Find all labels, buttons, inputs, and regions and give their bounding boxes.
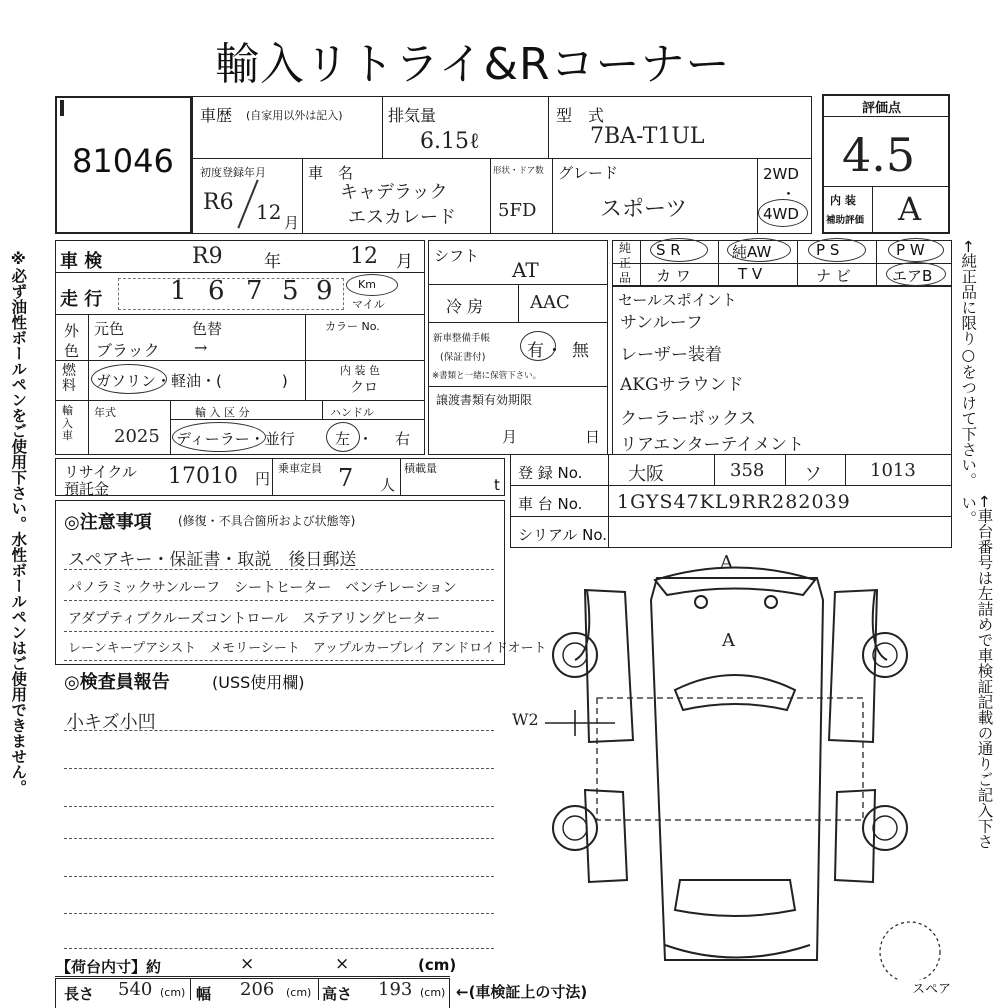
km-label: Km: [358, 278, 376, 291]
car-name-label: 車 名: [308, 164, 354, 182]
ext-color-label-1: 外: [64, 322, 80, 340]
shaken-month-unit: 月: [396, 252, 413, 272]
doc-sep: ・: [546, 341, 563, 361]
inspector-title: ◎検査員報告: [64, 672, 170, 693]
notes-line-3: アダプティブクルーズコントロール ステアリングヒーター: [68, 611, 441, 627]
first-reg-label: 初度登録年月: [200, 166, 266, 179]
mile-label: マイル: [352, 298, 385, 311]
diagram-mark-w2: W2: [512, 710, 539, 729]
sales-point-2: レーザー装着: [620, 345, 722, 365]
car-name-line1: キャデラック: [340, 182, 448, 203]
2wd-label: 2WD: [763, 165, 799, 183]
history-note: (自家用以外は記入): [246, 109, 343, 122]
fuel-gasoline-circle: [91, 364, 167, 394]
wheel-rear-left-inner: [563, 643, 587, 667]
left-lower-panel: [585, 790, 627, 882]
equip-sr: S R: [656, 241, 681, 259]
interior-dashed-area: [597, 698, 863, 820]
shaken-year-unit: 年: [264, 252, 281, 272]
wd-dot: ・: [781, 185, 797, 203]
transfer-day: 日: [585, 428, 601, 446]
equip-aw: 純AW: [732, 243, 772, 261]
reg-kana: ソ: [804, 464, 822, 485]
ext-color-arrow: →: [194, 338, 208, 357]
mileage-label: 走 行: [60, 289, 103, 310]
inspector-subtitle: (USS使用欄): [212, 673, 305, 692]
notes-line-2: パノラミックサンルーフ シートヒーター ベンチレーション: [68, 580, 457, 596]
right-side-panel: [829, 590, 877, 742]
length-label: 長さ: [64, 985, 95, 1003]
shift-label: シフト: [434, 247, 480, 265]
sales-point-label: セールスポイント: [618, 291, 737, 309]
width-value: 206: [240, 979, 275, 1000]
width-cm: (cm): [286, 986, 312, 999]
car-front-window: [675, 880, 795, 916]
reg-number: 1013: [870, 460, 916, 481]
mileage-digit-4: 5: [282, 276, 299, 306]
genshoku-label: 元色: [94, 320, 125, 338]
reg-class: 358: [730, 460, 765, 481]
displacement-label: 排気量: [388, 106, 437, 125]
yen-label: 円: [255, 470, 271, 488]
height-cm: (cm): [420, 986, 446, 999]
equip-ps-circle: [808, 238, 866, 262]
ac-value: AAC: [530, 292, 570, 313]
wheel-rear-right-inner: [873, 643, 897, 667]
left-side-panel: [585, 590, 633, 742]
score-value: 4.5: [842, 128, 916, 182]
first-reg-year: R6: [203, 190, 234, 215]
mileage-digit-5: 9: [316, 276, 333, 306]
interior-sub-label: 補助評価: [826, 215, 865, 226]
model-year-value: 2025: [114, 426, 160, 447]
height-label: 高さ: [322, 985, 353, 1003]
history-label: 車歴: [200, 106, 233, 125]
lot-corner-mark: [60, 100, 64, 116]
notes-line-4: レーンキープアシスト メモリーシート アップルカープレイ アンドロイドオート: [68, 641, 547, 656]
dealer-circle: [172, 422, 266, 452]
wheel-front-left-inner: [563, 816, 587, 840]
left-side-note: ※必ず油性ボールペンをご使用下さい。水性ボールペンはご使用できません。: [9, 250, 28, 795]
model-label: 型 式: [556, 106, 605, 125]
interior-label: 内 装: [830, 194, 856, 207]
tail-light-left: [695, 596, 707, 608]
equip-tv: T V: [738, 265, 763, 283]
right-side-note-equipment: ←純正品に限り○をつけて下さい。: [959, 240, 978, 488]
handle-right: 右: [395, 430, 411, 448]
grade-label: グレード: [558, 164, 619, 182]
right-lower-panel: [835, 790, 875, 882]
interior-score: A: [898, 190, 922, 228]
new-car-doc-label: 新車整備手帳: [433, 333, 491, 344]
notes-line-1: スペアキー・保証書・取説 後日郵送: [68, 550, 357, 570]
interior-color-label: 内 装 色: [340, 364, 380, 377]
car-rear-bumper: [655, 568, 815, 596]
length-value: 540: [118, 979, 153, 1000]
km-circle: [346, 274, 398, 296]
wheel-front-left: [553, 806, 597, 850]
first-reg-month: 12: [256, 200, 282, 224]
cargo-x-2: ×: [335, 954, 350, 974]
chassis-number: 1GYS47KL9RR282039: [617, 491, 851, 513]
interior-color-value: クロ: [350, 380, 378, 396]
doc-yes-circle: [520, 331, 556, 361]
capacity-value: 7: [338, 464, 354, 492]
equip-airbag-circle: [886, 262, 946, 286]
spare-tire: [880, 922, 940, 980]
sales-point-4: クーラーボックス: [620, 409, 756, 429]
car-damage-diagram: [505, 550, 955, 980]
recycle-label-2: 預託金: [64, 480, 110, 498]
import-type-label: 輸 入 区 分: [195, 406, 250, 419]
mileage-digit-boxes: [118, 278, 344, 310]
tail-light-right: [765, 596, 777, 608]
capacity-label: 乗車定員: [278, 462, 322, 475]
equip-pw: P W: [896, 241, 925, 259]
model-year-label: 年式: [94, 406, 116, 419]
diagram-mark-top: A: [720, 552, 733, 573]
mileage-digit-3: 7: [246, 276, 263, 306]
shift-value: AT: [512, 258, 539, 282]
score-label: 評価点: [862, 101, 902, 116]
length-cm: (cm): [160, 986, 186, 999]
body-type-label: 形状・ドア数: [493, 166, 544, 176]
car-front-end: [665, 945, 810, 958]
doc-no: 無: [572, 341, 589, 361]
reg-no-label: 登 録 No.: [518, 464, 583, 482]
ext-color-label-2: 色: [64, 342, 80, 360]
notes-subtitle: (修復・不具合箇所および状態等): [178, 514, 356, 528]
shaken-year: R9: [192, 244, 223, 269]
4wd-label: 4WD: [763, 205, 799, 223]
recycle-value: 17010: [168, 464, 238, 489]
handle-label: ハンドル: [330, 406, 374, 419]
shaken-size-note: ←(車検証上の寸法): [456, 983, 588, 1001]
right-side-note-chassis: ←車台番号は左詰めで車検証記載の通りご記入下さい。: [959, 495, 994, 849]
notes-title: ◎注意事項: [64, 512, 152, 533]
reg-area: 大阪: [628, 464, 664, 485]
first-reg-month-unit: 月: [284, 214, 300, 232]
sales-point-5: リアエンターテイメント: [620, 435, 805, 455]
color-no-label: カラー No.: [325, 320, 380, 333]
handle-sep: ・: [358, 430, 374, 448]
fuel-options: ガソリン・軽油・( ): [96, 372, 288, 390]
model-value: 7BA-T1UL: [590, 124, 705, 149]
cargo-x-1: ×: [240, 954, 255, 974]
wheel-front-right: [863, 806, 907, 850]
height-value: 193: [378, 979, 413, 1000]
ac-label: 冷 房: [446, 297, 484, 316]
transfer-month: 月: [502, 428, 518, 446]
load-label: 積載量: [404, 462, 437, 475]
wheel-front-right-inner: [873, 816, 897, 840]
grade-value: スポーツ: [600, 197, 688, 222]
shaken-label: 車 検: [60, 251, 103, 272]
sales-point-3: AKGサラウンド: [620, 375, 744, 395]
spare-label: スペア: [912, 982, 952, 997]
equip-airbag: エアB: [892, 267, 933, 285]
handle-left-circle: [326, 422, 360, 452]
irokae-label: 色替: [192, 320, 223, 338]
equip-sr-circle: [650, 238, 708, 262]
persons-label: 人: [380, 476, 396, 494]
handle-left: 左: [335, 430, 351, 448]
lot-number: 81046: [72, 142, 174, 180]
fuel-label: 燃料: [62, 363, 76, 395]
equip-kawa: カ ワ: [656, 267, 691, 285]
car-windshield: [675, 675, 795, 710]
inspector-line-1: 小キズ小凹: [66, 712, 156, 733]
equip-pw-circle: [888, 238, 944, 262]
car-name-line2: エスカレード: [348, 207, 456, 228]
ext-color-value: ブラック: [96, 341, 160, 360]
serial-no-label: シリアル No.: [518, 526, 608, 544]
shaken-month: 12: [350, 244, 378, 269]
equip-navi: ナ ビ: [816, 267, 851, 285]
equip-aw-circle: [727, 238, 791, 262]
displacement-value: 6.15ℓ: [420, 129, 480, 154]
recycle-label: リサイクル: [64, 463, 137, 481]
page-title: 輸入リトライ&Rコーナー: [215, 39, 731, 90]
mileage-digit-1: 1: [170, 276, 187, 306]
chassis-no-label: 車 台 No.: [518, 495, 583, 513]
equipment-label: 純正品: [619, 241, 632, 285]
cargo-label: 【荷台内寸】約: [56, 958, 162, 976]
width-label: 幅: [196, 985, 212, 1003]
dealer-options: ディーラー・並行: [176, 430, 295, 448]
cargo-cm: (cm): [418, 956, 457, 974]
import-car-label: 輸入車: [62, 404, 73, 443]
sales-point-1: サンルーフ: [620, 313, 703, 333]
doc-yes: 有: [527, 341, 544, 361]
doc-note: ※書類と一緒に保管下さい。: [432, 371, 542, 381]
transfer-deadline-label: 譲渡書類有効期限: [436, 393, 533, 407]
wheel-rear-right: [863, 633, 907, 677]
body-type-value: 5FD: [498, 200, 537, 221]
mileage-digit-2: 6: [208, 276, 225, 306]
ton-label: t: [494, 476, 500, 494]
equip-ps: P S: [816, 241, 840, 259]
wheel-rear-left: [553, 633, 597, 677]
warranty-label: (保証書付): [440, 352, 486, 363]
diagram-mark-hood: A: [722, 630, 735, 651]
4wd-circle: [758, 199, 808, 227]
